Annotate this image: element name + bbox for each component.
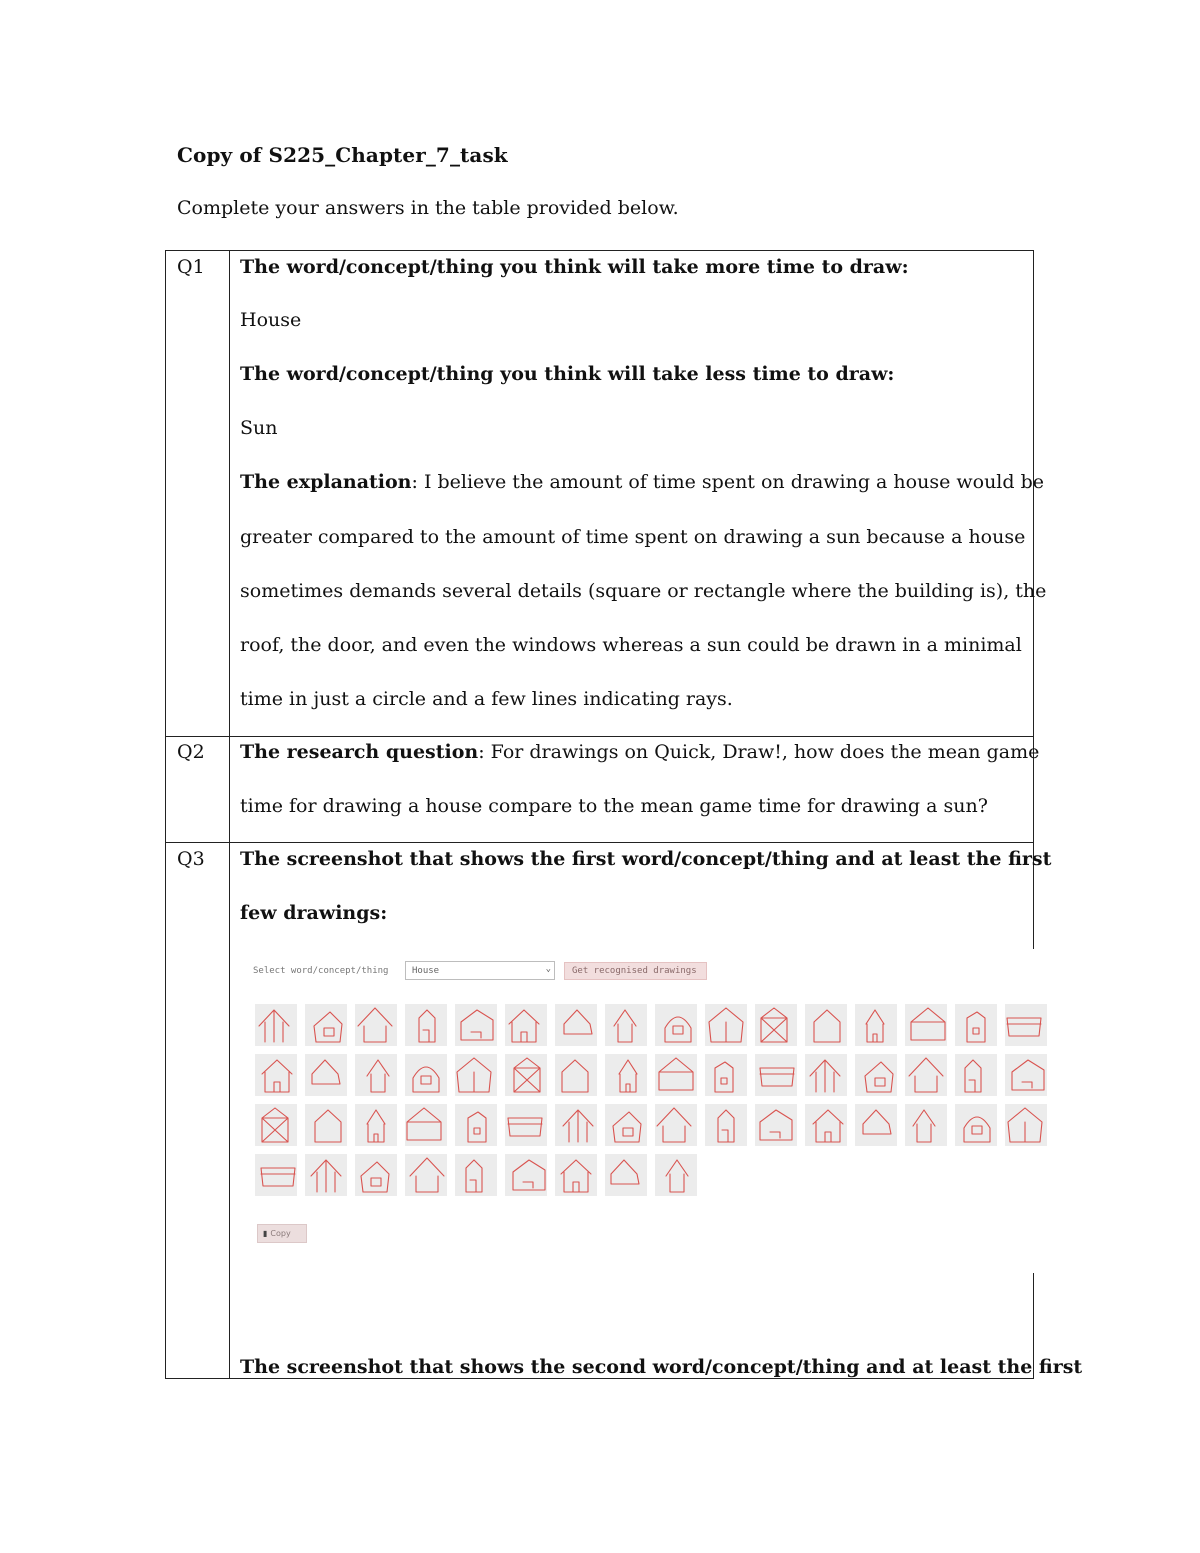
house-sketch-icon [605, 1104, 647, 1146]
house-sketch-icon [955, 1054, 997, 1096]
house-sketch-icon [405, 1054, 447, 1096]
drawing-thumbnail[interactable] [255, 1054, 297, 1096]
word-select-value: House [412, 966, 440, 976]
drawing-thumbnail[interactable] [1005, 1004, 1047, 1046]
select-label: Select word/concept/thing [253, 966, 389, 976]
copy-button-label: Copy [270, 1229, 291, 1238]
drawing-thumbnail[interactable] [855, 1054, 897, 1096]
house-sketch-icon [305, 1104, 347, 1146]
drawing-thumbnail[interactable] [605, 1154, 647, 1196]
house-sketch-icon [355, 1054, 397, 1096]
house-sketch-icon [455, 1154, 497, 1196]
q2-research-line-1 [240, 741, 1039, 763]
drawing-thumbnail[interactable] [955, 1004, 997, 1046]
row-divider-q1-q2 [166, 736, 1033, 737]
drawing-thumbnail[interactable] [755, 1004, 797, 1046]
house-sketch-icon [605, 1154, 647, 1196]
drawing-thumbnail[interactable] [505, 1104, 547, 1146]
q2-label: Q2 [177, 741, 205, 763]
house-sketch-icon [705, 1104, 747, 1146]
drawing-thumbnail[interactable] [405, 1054, 447, 1096]
q1-explanation-line-1 [240, 471, 1044, 493]
house-sketch-icon [1005, 1004, 1047, 1046]
q3-label: Q3 [177, 848, 205, 870]
q1-less-heading: The word/concept/thing you think will take less time to draw: [240, 363, 895, 385]
drawing-thumbnail[interactable] [355, 1154, 397, 1196]
drawing-thumbnail[interactable] [355, 1104, 397, 1146]
drawing-thumbnail[interactable] [405, 1004, 447, 1046]
drawing-thumbnail[interactable] [455, 1004, 497, 1046]
drawing-thumbnail[interactable] [555, 1004, 597, 1046]
q1-explanation-line-3: sometimes demands several details (square or rectangle where the building is), the [240, 580, 1047, 602]
house-sketch-icon [805, 1054, 847, 1096]
q3-first-heading-line-2: few drawings: [240, 902, 388, 924]
drawing-thumbnail[interactable] [755, 1054, 797, 1096]
q2-research-text: : For drawings on Quick, Draw!, how does the mean game [478, 741, 1040, 763]
q1-explanation-line-2: greater compared to the amount of time spent on drawing a sun because a house [240, 526, 1026, 548]
house-sketch-icon [805, 1104, 847, 1146]
drawing-thumbnail[interactable] [855, 1104, 897, 1146]
drawing-thumbnail[interactable] [505, 1154, 547, 1196]
house-sketch-icon [655, 1054, 697, 1096]
column-divider [229, 251, 230, 1378]
drawing-thumbnail[interactable] [705, 1104, 747, 1146]
drawing-thumbnail[interactable] [455, 1104, 497, 1146]
house-sketch-icon [755, 1004, 797, 1046]
drawing-thumbnail[interactable] [455, 1154, 497, 1196]
q2-research-line-2: time for drawing a house compare to the mean game time for drawing a sun? [240, 795, 988, 817]
copy-icon: ▮ [263, 1229, 268, 1238]
house-sketch-icon [405, 1104, 447, 1146]
house-sketch-icon [1005, 1104, 1047, 1146]
document-title: Copy of S225_Chapter_7_task [177, 143, 508, 167]
drawing-thumbnail[interactable] [555, 1054, 597, 1096]
house-sketch-icon [255, 1004, 297, 1046]
drawing-thumbnail[interactable] [455, 1054, 497, 1096]
drawing-thumbnail[interactable] [255, 1104, 297, 1146]
drawing-thumbnail[interactable] [405, 1104, 447, 1146]
drawing-thumbnail[interactable] [1005, 1054, 1047, 1096]
house-sketch-icon [905, 1104, 947, 1146]
house-sketch-icon [355, 1104, 397, 1146]
drawing-thumbnail[interactable] [855, 1004, 897, 1046]
drawing-thumbnail[interactable] [805, 1054, 847, 1096]
drawing-thumbnail[interactable] [605, 1004, 647, 1046]
drawing-thumbnail[interactable] [955, 1104, 997, 1146]
chevron-down-icon: ⌄ [545, 964, 551, 974]
drawing-thumbnail[interactable] [305, 1104, 347, 1146]
house-sketch-icon [705, 1054, 747, 1096]
q1-explanation-label: The explanation [240, 471, 412, 493]
drawing-thumbnail[interactable] [505, 1004, 547, 1046]
q1-explanation-line-5: time in just a circle and a few lines indicating rays. [240, 688, 733, 710]
house-sketch-icon [355, 1154, 397, 1196]
house-sketch-icon [805, 1004, 847, 1046]
house-sketch-icon [505, 1104, 547, 1146]
house-sketch-icon [905, 1054, 947, 1096]
house-sketch-icon [505, 1004, 547, 1046]
house-sketch-icon [955, 1004, 997, 1046]
word-select[interactable] [405, 961, 555, 980]
house-sketch-icon [955, 1104, 997, 1146]
drawing-thumbnail[interactable] [305, 1154, 347, 1196]
drawing-thumbnail[interactable] [655, 1004, 697, 1046]
house-sketch-icon [655, 1104, 697, 1146]
house-sketch-icon [505, 1154, 547, 1196]
drawing-thumbnail[interactable] [555, 1104, 597, 1146]
q1-more-answer: House [240, 309, 302, 331]
house-sketch-icon [705, 1004, 747, 1046]
row-divider-q2-q3 [166, 842, 1033, 843]
drawing-thumbnail[interactable] [655, 1054, 697, 1096]
drawing-thumbnail[interactable] [505, 1054, 547, 1096]
q3-second-heading: The screenshot that shows the second word/concept/thing and at least the first [240, 1356, 1083, 1378]
get-drawings-button[interactable]: Get recognised drawings [564, 962, 707, 980]
drawing-thumbnail[interactable] [605, 1054, 647, 1096]
house-sketch-icon [605, 1054, 647, 1096]
drawing-thumbnail[interactable] [1005, 1104, 1047, 1146]
house-sketch-icon [255, 1154, 297, 1196]
house-sketch-icon [755, 1104, 797, 1146]
house-sketch-icon [255, 1104, 297, 1146]
drawing-thumbnail[interactable] [955, 1054, 997, 1096]
house-sketch-icon [555, 1154, 597, 1196]
house-sketch-icon [455, 1004, 497, 1046]
house-sketch-icon [505, 1054, 547, 1096]
house-sketch-icon [755, 1054, 797, 1096]
drawing-thumbnail-grid [255, 1004, 1035, 1204]
drawing-thumbnail[interactable] [255, 1154, 297, 1196]
house-sketch-icon [655, 1154, 697, 1196]
instructions-text: Complete your answers in the table provided below. [177, 197, 679, 219]
house-sketch-icon [305, 1054, 347, 1096]
q3-first-heading-line-1: The screenshot that shows the first word/concept/thing and at least the first [240, 848, 1052, 870]
house-sketch-icon [305, 1004, 347, 1046]
drawing-thumbnail[interactable] [305, 1004, 347, 1046]
drawing-thumbnail[interactable] [405, 1154, 447, 1196]
house-sketch-icon [255, 1054, 297, 1096]
house-sketch-icon [455, 1104, 497, 1146]
drawing-thumbnail[interactable] [805, 1104, 847, 1146]
drawing-thumbnail[interactable] [655, 1154, 697, 1196]
house-sketch-icon [855, 1104, 897, 1146]
house-sketch-icon [555, 1004, 597, 1046]
copy-button[interactable] [257, 1224, 307, 1243]
house-sketch-icon [605, 1004, 647, 1046]
house-sketch-icon [855, 1004, 897, 1046]
house-sketch-icon [355, 1004, 397, 1046]
drawing-thumbnail[interactable] [905, 1004, 947, 1046]
house-sketch-icon [305, 1154, 347, 1196]
drawing-thumbnail[interactable] [805, 1004, 847, 1046]
drawing-thumbnail[interactable] [605, 1104, 647, 1146]
q1-less-answer: Sun [240, 417, 278, 439]
drawing-thumbnail[interactable] [305, 1054, 347, 1096]
drawing-thumbnail[interactable] [905, 1104, 947, 1146]
q1-label: Q1 [177, 256, 205, 278]
house-sketch-icon [555, 1054, 597, 1096]
q1-explanation-text: : I believe the amount of time spent on drawing a house would be [411, 471, 1044, 493]
house-sketch-icon [655, 1004, 697, 1046]
house-sketch-icon [405, 1154, 447, 1196]
embedded-screenshot [249, 956, 1035, 1256]
answer-table [165, 250, 1083, 1379]
drawing-thumbnail[interactable] [905, 1054, 947, 1096]
house-sketch-icon [905, 1004, 947, 1046]
drawing-thumbnail[interactable] [255, 1004, 297, 1046]
q2-research-label: The research question [240, 741, 479, 763]
house-sketch-icon [855, 1054, 897, 1096]
drawing-thumbnail[interactable] [755, 1104, 797, 1146]
drawing-thumbnail[interactable] [705, 1004, 747, 1046]
house-sketch-icon [405, 1004, 447, 1046]
drawing-thumbnail[interactable] [355, 1054, 397, 1096]
house-sketch-icon [1005, 1054, 1047, 1096]
house-sketch-icon [455, 1054, 497, 1096]
q1-explanation-line-4: roof, the door, and even the windows whereas a sun could be drawn in a minimal [240, 634, 1022, 656]
drawing-thumbnail[interactable] [555, 1154, 597, 1196]
house-sketch-icon [555, 1104, 597, 1146]
q1-more-heading: The word/concept/thing you think will take more time to draw: [240, 256, 909, 278]
drawing-thumbnail[interactable] [705, 1054, 747, 1096]
drawing-thumbnail[interactable] [355, 1004, 397, 1046]
drawing-thumbnail[interactable] [655, 1104, 697, 1146]
